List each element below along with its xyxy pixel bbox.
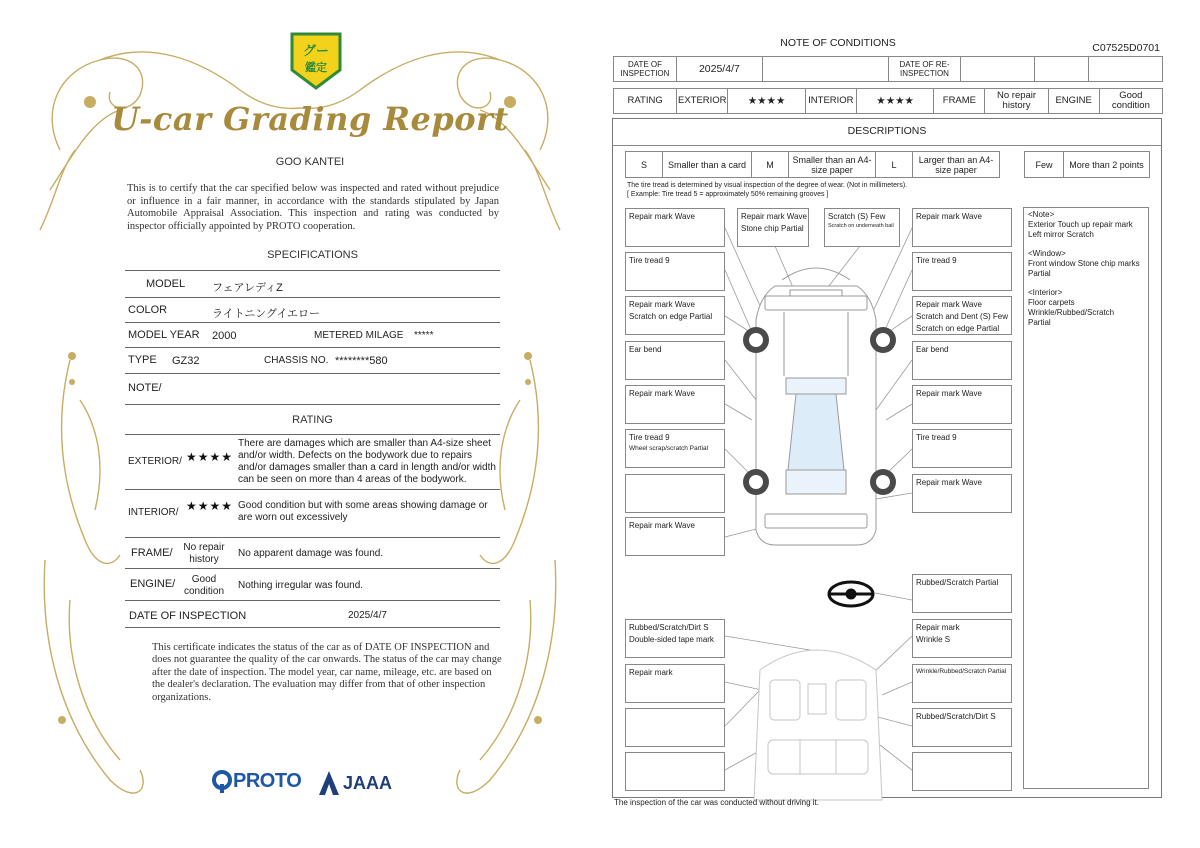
chassis-value: ********580 xyxy=(335,355,388,367)
interior-stars: ★★★★ xyxy=(856,89,934,114)
certificate-intro: This is to certify that the car specified below was inspected and rated without prejudice or influence in a fair manner, in accordance with the standards stipulated by Japan Automobile Appraisal Association. This inspection and rating was conducted by inspector officially appointed by PROTO cooperation. xyxy=(127,183,499,232)
damage-text: Repair mark xyxy=(916,623,960,632)
interior-label: INTERIOR/ xyxy=(128,507,179,518)
engine-value: Good condition xyxy=(1099,89,1162,114)
tire-tread-example-line: [ Example: Tire tread 5 = approximately 50% remaining grooves ] xyxy=(627,191,829,198)
exterior-stars: ★★★★ xyxy=(728,89,806,114)
damage-box xyxy=(912,708,1012,747)
damage-text: Tire tread 9 xyxy=(916,433,957,442)
damage-box xyxy=(737,208,809,247)
frame-description: No apparent damage was found. xyxy=(238,548,384,559)
divider xyxy=(125,404,500,405)
damage-box xyxy=(824,208,900,247)
size-s-description: Smaller than a card xyxy=(663,152,752,178)
damage-text: Rubbed/Scratch Partial xyxy=(916,578,999,587)
memo-window-heading: <Window> xyxy=(1028,249,1066,258)
car-top-view xyxy=(756,286,876,545)
proto-logo: PROTO xyxy=(233,770,302,792)
notes-title: NOTE OF CONDITIONS xyxy=(780,37,896,49)
size-s-label: S xyxy=(626,152,663,178)
damage-text: Repair mark Wave xyxy=(629,212,695,221)
damage-box-empty xyxy=(625,752,725,791)
damage-text: Repair mark Wave xyxy=(629,389,695,398)
size-m-description: Smaller than an A4-size paper xyxy=(789,152,876,178)
engine-description: Nothing irregular was found. xyxy=(238,580,364,591)
divider xyxy=(125,373,500,374)
engine-label: ENGINE/ xyxy=(130,578,176,590)
notes-memo-box xyxy=(1023,207,1149,789)
damage-text: Repair mark Wave xyxy=(916,389,982,398)
divider xyxy=(125,537,500,538)
damage-text: Stone chip Partial xyxy=(741,224,804,233)
size-l-description: Larger than an A4-size paper xyxy=(913,152,1000,178)
damage-text: Repair mark Wave xyxy=(916,300,982,309)
exterior-label: EXTERIOR xyxy=(677,89,728,114)
damage-text: Scratch on underneath bail xyxy=(828,223,894,229)
damage-text: Tire tread 9 xyxy=(629,256,670,265)
divider xyxy=(125,489,500,490)
descriptions-heading: DESCRIPTIONS xyxy=(612,118,1162,146)
type-value: GZ32 xyxy=(172,355,200,367)
damage-box xyxy=(625,296,725,335)
chassis-label: CHASSIS NO. xyxy=(264,355,329,366)
damage-text: Tire tread 9 xyxy=(916,256,957,265)
frame-value: No repair history xyxy=(985,89,1048,114)
interior-description: Good condition but with some areas showing damage or are worn out excessively xyxy=(238,500,488,523)
damage-text: Repair mark xyxy=(629,668,673,677)
damage-text: Ear bend xyxy=(629,345,662,354)
divider xyxy=(125,600,500,601)
damage-text: Rubbed/Scratch/Dirt S xyxy=(629,623,709,632)
divider xyxy=(125,297,500,298)
damage-box xyxy=(625,341,725,380)
damage-text: Wheel scrap/scratch Partial xyxy=(629,445,709,452)
damage-box xyxy=(912,341,1012,380)
rating-heading: RATING xyxy=(292,414,333,426)
damage-box xyxy=(912,208,1012,247)
color-value: ライトニングイエロー xyxy=(212,308,321,320)
memo-line: Partial xyxy=(1028,269,1051,278)
damage-box xyxy=(912,296,1012,335)
size-m-label: M xyxy=(752,152,789,178)
certificate-title: U-car Grading Report xyxy=(111,100,509,138)
damage-box-empty xyxy=(625,474,725,513)
damage-text: Repair mark Wave xyxy=(916,478,982,487)
memo-line: Front window Stone chip marks xyxy=(1028,259,1140,268)
exterior-label: EXTERIOR/ xyxy=(128,456,182,467)
memo-note-heading: <Note> xyxy=(1028,210,1055,219)
damage-box xyxy=(912,474,1012,513)
rating-label: RATING xyxy=(614,89,677,114)
exterior-stars: ★★★★ xyxy=(186,450,234,464)
frame-value: No repair history xyxy=(183,542,225,565)
notes-footer: The inspection of the car was conducted without driving it. xyxy=(614,798,819,807)
model-value: フェアレディZ xyxy=(212,282,283,294)
memo-line: Partial xyxy=(1028,318,1051,327)
goo-kantei-badge-icon xyxy=(288,30,344,92)
jaaa-logo-icon xyxy=(318,770,340,796)
damage-text: Ear bend xyxy=(916,345,949,354)
damage-text: Repair mark Wave xyxy=(629,521,695,530)
damage-box xyxy=(912,429,1012,468)
few-description: More than 2 points xyxy=(1064,152,1150,178)
size-l-label: L xyxy=(876,152,913,178)
damage-text: Scratch (S) Few xyxy=(828,212,886,221)
date-of-inspection-value: 2025/4/7 xyxy=(676,57,762,82)
type-label: TYPE xyxy=(128,354,157,366)
divider xyxy=(125,322,500,323)
certificate-subtitle: GOO KANTEI xyxy=(275,156,345,168)
memo-interior-heading: <Interior> xyxy=(1028,288,1063,297)
steering-wheel-icon xyxy=(829,582,873,606)
damage-box xyxy=(912,385,1012,424)
damage-text: Double-sided tape mark xyxy=(629,635,714,644)
damage-box xyxy=(912,574,1012,613)
date-of-reinspection-label: DATE OF RE-INSPECTION xyxy=(888,57,961,82)
car-interior-view xyxy=(754,650,882,800)
damage-box xyxy=(912,619,1012,658)
memo-line: Wrinkle/Rubbed/Scratch xyxy=(1028,308,1115,317)
damage-box xyxy=(912,252,1012,291)
date-of-inspection-label: DATE OF INSPECTION xyxy=(614,57,677,82)
memo-line: Left mirror Scratch xyxy=(1028,230,1094,239)
damage-box-empty xyxy=(912,752,1012,791)
mileage-value: ***** xyxy=(414,330,434,341)
damage-box xyxy=(625,619,725,658)
damage-box xyxy=(625,517,725,556)
specifications-heading: SPECIFICATIONS xyxy=(267,249,358,261)
damage-box xyxy=(625,252,725,291)
damage-box xyxy=(625,208,725,247)
note-of-conditions xyxy=(600,0,1200,848)
damage-text: Scratch on edge Partial xyxy=(629,312,713,321)
divider xyxy=(125,270,500,271)
model-label: MODEL xyxy=(146,278,186,290)
model-year-value: 2000 xyxy=(212,330,237,342)
damage-box-empty xyxy=(625,708,725,747)
damage-box xyxy=(625,664,725,703)
few-label: Few xyxy=(1025,152,1064,178)
jaaa-logo: JAAA xyxy=(343,773,393,793)
damage-box xyxy=(625,385,725,424)
note-label: NOTE/ xyxy=(128,382,162,394)
date-of-inspection-value: 2025/4/7 xyxy=(348,610,387,621)
divider xyxy=(125,347,500,348)
damage-box xyxy=(625,429,725,468)
mileage-label: METERED MILAGE xyxy=(314,330,404,341)
color-label: COLOR xyxy=(128,304,168,316)
damage-text: Repair mark Wave xyxy=(629,300,695,309)
memo-line: Floor carpets xyxy=(1028,298,1075,307)
frame-label: FRAME/ xyxy=(131,547,173,559)
damage-text: Tire tread 9 xyxy=(629,433,670,442)
date-of-inspection-label: DATE OF INSPECTION xyxy=(129,610,247,622)
svg-text:鑑定: 鑑定 xyxy=(305,61,327,74)
report-code: C07525D0701 xyxy=(1092,42,1160,54)
interior-stars: ★★★★ xyxy=(186,499,234,513)
memo-line: Exterior Touch up repair mark xyxy=(1028,220,1133,229)
damage-text: Scratch on edge Partial xyxy=(916,324,1000,333)
exterior-description: There are damages which are smaller than A4-size sheet and/or width. Defects on the bodywork due to repairs and/or damages smaller than a card in length and/or width can be seen on more than 4 areas of the bodywork. xyxy=(238,438,496,485)
damage-text: Repair mark Wave xyxy=(741,212,807,221)
interior-label: INTERIOR xyxy=(805,89,856,114)
frame-label: FRAME xyxy=(934,89,985,114)
svg-text:グー: グー xyxy=(302,44,330,59)
tire-tread-note-line: The tire tread is determined by visual inspection of the degree of wear. (Not in millimeters). xyxy=(627,182,908,189)
engine-value: Good condition xyxy=(183,574,225,597)
engine-label: ENGINE xyxy=(1048,89,1099,114)
damage-text: Scratch and Dent (S) Few xyxy=(916,312,1009,321)
damage-text: Repair mark Wave xyxy=(916,212,982,221)
proto-logo-icon xyxy=(212,770,232,794)
divider xyxy=(125,434,500,435)
divider xyxy=(125,568,500,569)
damage-text: Wrinkle/Rubbed/Scratch Partial xyxy=(916,668,1007,675)
damage-text: Wrinkle S xyxy=(916,635,951,644)
model-year-label: MODEL YEAR xyxy=(128,329,200,341)
damage-text: Rubbed/Scratch/Dirt S xyxy=(916,712,996,721)
damage-box xyxy=(912,664,1012,703)
certificate-footer: This certificate indicates the status of the car as of DATE OF INSPECTION and does not guarantee the quality of the car onwards. The status of the car may change after the date of inspection. The model year, car name, mileage, etc. are based on the dealer's declaration. The evaluation may differ from that of other inspection organizations. xyxy=(152,642,502,703)
divider xyxy=(125,627,500,628)
